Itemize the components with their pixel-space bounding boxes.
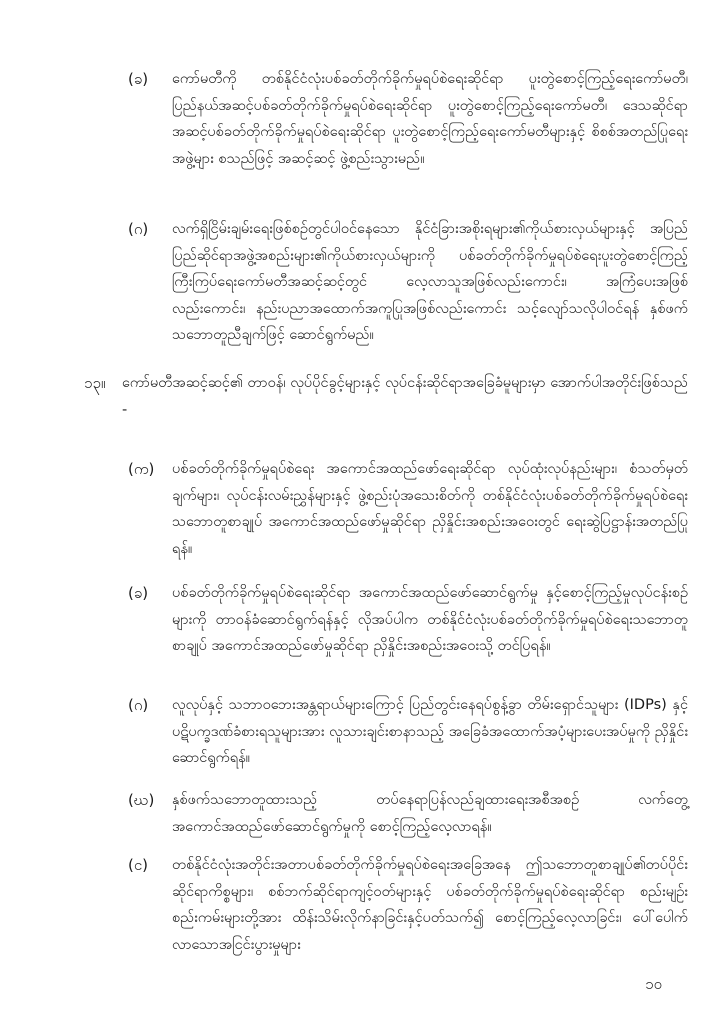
clause-gha: [128, 787, 688, 840]
clause-marker: (ခ): [128, 584, 149, 602]
clause-kha: [128, 580, 688, 660]
clause-marker: (ဂ): [128, 220, 149, 238]
clause-top-kha: [128, 66, 688, 172]
section-text: ကော်မတီအဆင့်ဆင့်၏ တာဝန်၊ လုပ်ပိုင်ခွင့်များနှင့် လုပ်ငန်းဆိုင်ရာအခြေခံမူများမှာ အောက်ပါအတိုင်းဖြစ်သည် -: [122, 375, 688, 418]
page-number: ၁၀: [645, 975, 662, 993]
clause-ka: [128, 456, 688, 562]
clause-text: လူလုပ်နှင့် သဘာဝဘေးအန္တရာယ်များကြောင့် ပြည်တွင်းနေရပ်စွန့်ခွာ တိမ်းရှောင်သူများ (IDPs) နှင့် ပဋိပက္ခဒဏ်ခံစားရသူများအား လူသားချင်းစာနာသည့် အခြေခံအထောက်အပံ့များပေးအပ်မှုကို ညှိနှိုင်းဆောင်ရွက်ရန်။: [172, 697, 688, 766]
clause-marker: (ခ): [128, 70, 149, 88]
clause-text: ပစ်ခတ်တိုက်ခိုက်မှုရပ်စဲရေး အကောင်အထည်ဖော်ရေးဆိုင်ရာ လုပ်ထုံးလုပ်နည်းများ၊ စံသတ်မှတ်ချက်များ၊ လုပ်ငန်းလမ်းညွှန်များနှင့် ဖွဲ့စည်းပုံအသေးစိတ်ကို တစ်နိုင်ငံလုံးပစ်ခတ်တိုက်ခိုက်မှုရပ်စဲရေးသဘောတူစာချုပ် အကောင်အထည်ဖော်မှုဆိုင်ရာ ညှိနှိုင်းအစည်းအဝေးတွင် ရေးဆွဲပြဋ္ဌာန်းအတည်ပြုရန်။: [172, 461, 688, 557]
clause-text: ကော်မတီကို တစ်နိုင်ငံလုံးပစ်ခတ်တိုက်ခိုက်မှုရပ်စဲရေးဆိုင်ရာ ပူးတွဲစောင့်ကြည့်ရေးကော်မတီ၊ ပြည်နယ်အဆင့်ပစ်ခတ်တိုက်ခိုက်မှုရပ်စဲရေးဆိုင်ရာ ပူးတွဲစောင့်ကြည့်ရေးကော်မတီ၊ ဒေသဆိုင်ရာအဆင့်ပစ်ခတ်တိုက်ခိုက်မှုရပ်စဲရေးဆိုင်ရာ ပူးတွဲစောင့်ကြည့်ရေးကော်မတီများနှင့် စိစစ်အတည်ပြုရေးအဖွဲ့များ စသည်ဖြင့် အဆင့်ဆင့် ဖွဲ့စည်းသွားမည်။: [172, 71, 688, 167]
section-number: ၁၃။: [84, 374, 106, 392]
clause-marker: (က): [128, 460, 155, 478]
clause-top-ga: [128, 216, 688, 349]
clause-text: လက်ရှိငြိမ်းချမ်းရေးဖြစ်စဉ်တွင်ပါဝင်နေသော နိုင်ငံခြားအစိုးရများ၏ကိုယ်စားလှယ်များနှင့် အပြည်ပြည်ဆိုင်ရာအဖွဲ့အစည်းများ၏ကိုယ်စားလှယ်များကို ပစ်ခတ်တိုက်ခိုက်မှုရပ်စဲရေးပူးတွဲစောင့်ကြည့်ကြီးကြပ်ရေးကော်မတီအဆင့်ဆင့်တွင် လေ့လာသူအဖြစ်လည်းကောင်း၊ အကြံပေးအဖြစ်လည်းကောင်း၊ နည်းပညာအထောက်အကူပြုအဖြစ်လည်းကောင်း သင့်လျော်သလိုပါဝင်ရန် နှစ်ဖက်သဘောတူညီချက်ဖြင့် ဆောင်ရွက်မည်။: [172, 221, 688, 343]
clause-text: တစ်နိုင်ငံလုံးအတိုင်းအတာပစ်ခတ်တိုက်ခိုက်မှုရပ်စဲရေးအခြေအနေ ဤသဘောတူစာချုပ်၏တပ်ပိုင်းဆိုင်ရာကိစ္စများ၊ စစ်ဘက်ဆိုင်ရာကျင့်ဝတ်များနှင့် ပစ်ခတ်တိုက်ခိုက်မှုရပ်စဲရေးဆိုင်ရာ စည်းမျဉ်းစည်းကမ်းများတို့အား ထိန်းသိမ်းလိုက်နာခြင်းနှင့်ပတ်သက်၍ စောင့်ကြည့်လေ့လာခြင်း၊ ပေါ်ပေါက်လာသောအငြင်းပွားမှုများ: [172, 857, 688, 953]
clause-ga: [128, 692, 688, 772]
clause-text: နှစ်ဖက်သဘောတူထားသည့် တပ်နေရာပြန်လည်ချထားရေးအစီအစဉ် လက်တွေ့ အကောင်အထည်ဖော်ဆောင်ရွက်မှုကို စောင့်ကြည့်လေ့လာရန်။: [172, 792, 688, 835]
clause-marker: (ဃ): [128, 791, 155, 809]
clause-text: ပစ်ခတ်တိုက်ခိုက်မှုရပ်စဲရေးဆိုင်ရာ အကောင်အထည်ဖော်ဆောင်ရွက်မှု နှင့်စောင့်ကြည့်မှုလုပ်ငန်းစဉ်များကို တာဝန်ခံဆောင်ရွက်ရန်နှင့် လိုအပ်ပါက တစ်နိုင်ငံလုံးပစ်ခတ်တိုက်ခိုက်မှုရပ်စဲရေးသဘောတူစာချုပ် အကောင်အထည်ဖော်မှုဆိုင်ရာ ညှိနှိုင်းအစည်းအဝေးသို့ တင်ပြရန်။: [172, 585, 688, 654]
clause-nga: [128, 852, 688, 958]
clause-marker: (င): [128, 856, 149, 874]
clause-marker: (ဂ): [128, 696, 149, 714]
section-13: [84, 370, 688, 423]
